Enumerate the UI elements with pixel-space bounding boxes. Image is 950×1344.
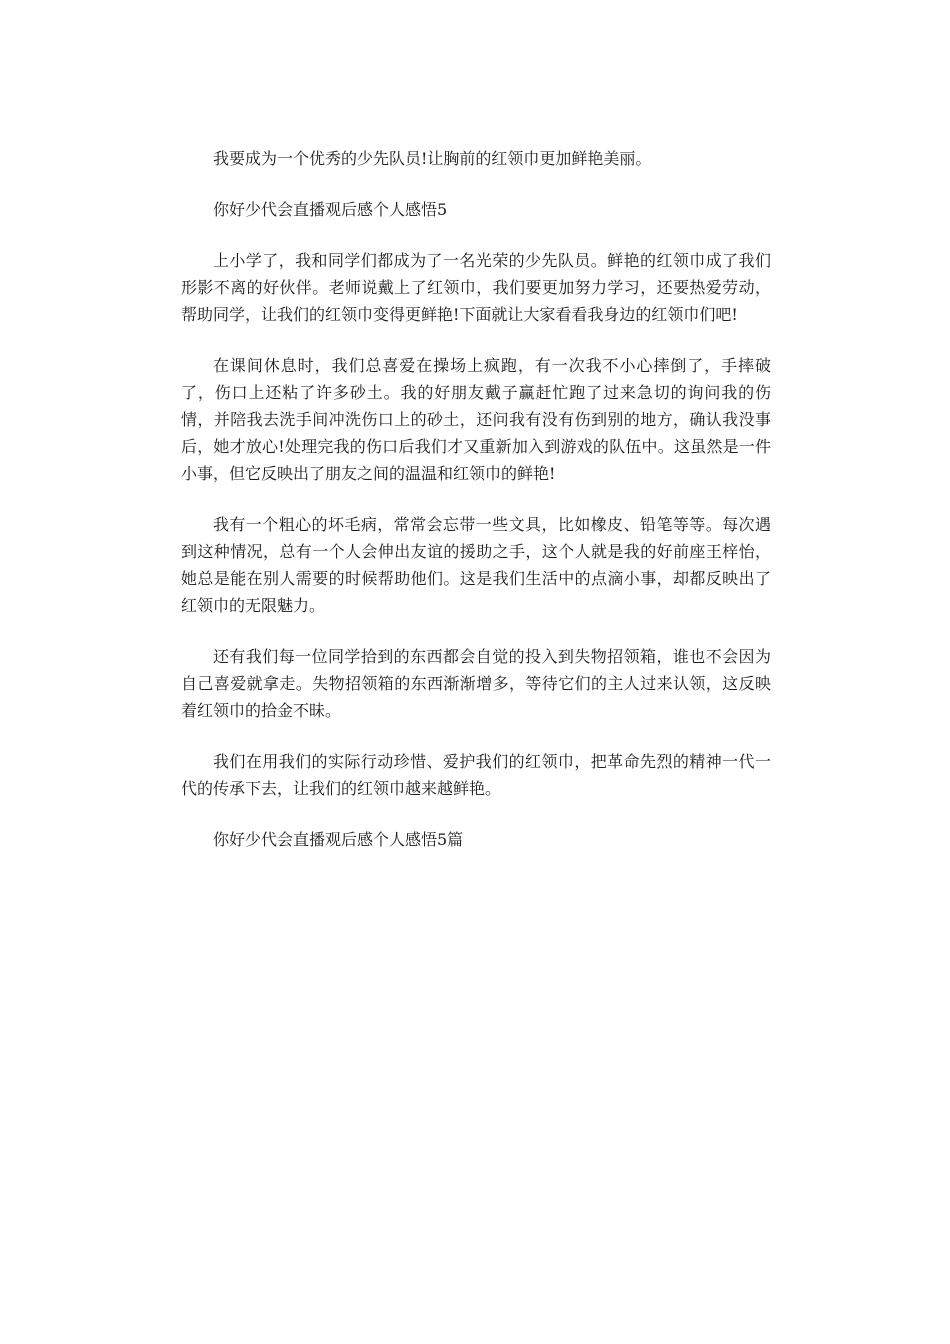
paragraph-school: 上小学了，我和同学们都成为了一名光荣的少先队员。鲜艳的红领巾成了我们形影不离的好伙伴。老师说戴上了红领巾，我们要更加努力学习，还要热爱劳动，帮助同学，让我们的红领巾变得更鲜艳!下面就让大家看看我身边的红领巾们吧! xyxy=(181,251,771,324)
paragraph-intro: 我要成为一个优秀的少先队员!让胸前的红领巾更加鲜艳美丽。 xyxy=(213,149,652,168)
document-body xyxy=(181,145,771,877)
section-heading: 你好少代会直播观后感个人感悟5 xyxy=(213,200,448,219)
paragraph-stationery: 我有一个粗心的坏毛病，常常会忘带一些文具，比如橡皮、铅笔等等。每次遇到这种情况，总有一个人会伸出友谊的援助之手，这个人就是我的好前座王梓怡，她总是能在别人需要的时候帮助他们。这是我们生活中的点滴小事，却都反映出了红领巾的无限魅力。 xyxy=(181,515,771,615)
paragraph-lost-found: 还有我们每一位同学拾到的东西都会自觉的投入到失物招领箱，谁也不会因为自己喜爱就拿走。失物招领箱的东西渐渐增多，等待它们的主人过来认领，这反映着红领巾的拾金不昧。 xyxy=(181,647,771,720)
paragraph-conclusion: 我们在用我们的实际行动珍惜、爱护我们的红领巾，把革命先烈的精神一代一代的传承下去，让我们的红领巾越来越鲜艳。 xyxy=(181,752,771,798)
paragraph-recess: 在课间休息时，我们总喜爱在操场上疯跑，有一次我不小心摔倒了，手摔破了，伤口上还粘了许多砂土。我的好朋友戴子赢赶忙跑了过来急切的询问我的伤情，并陪我去洗手间冲洗伤口上的砂土，还问我有没有伤到别的地方，确认我没事后，她才放心!处理完我的伤口后我们才又重新加入到游戏的队伍中。这虽然是一件小事，但它反映出了朋友之间的温温和红领巾的鲜艳! xyxy=(181,356,771,483)
footer-heading: 你好少代会直播观后感个人感悟5篇 xyxy=(213,830,464,849)
